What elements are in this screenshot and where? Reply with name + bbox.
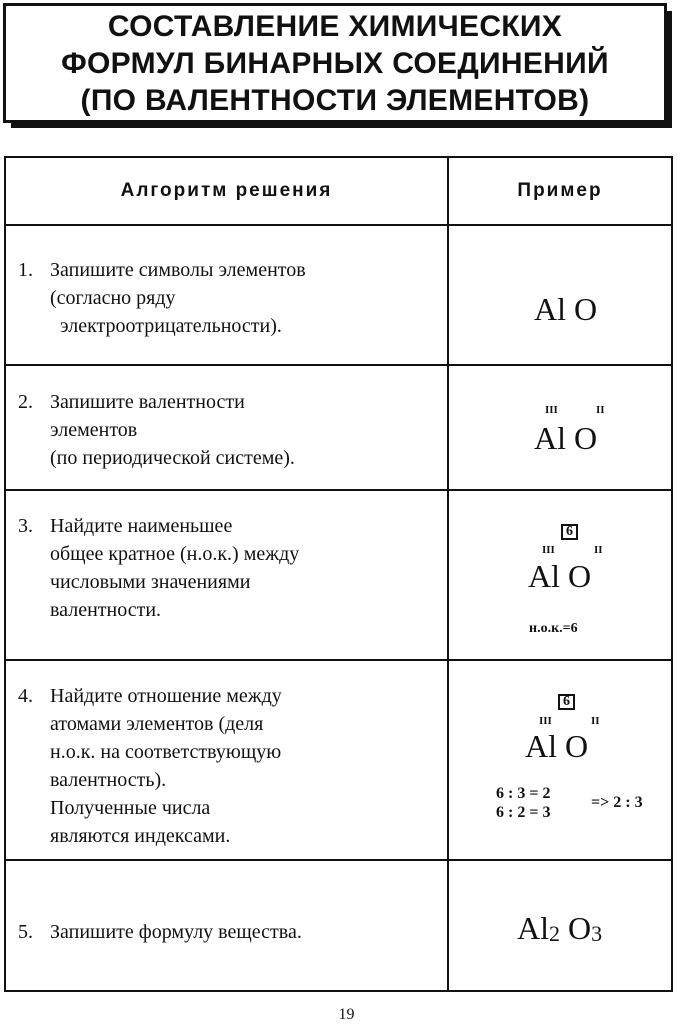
- lcm-box: 6: [558, 694, 575, 710]
- step-text: н.о.к. на соответствующую: [50, 741, 282, 763]
- row-divider: [6, 224, 671, 226]
- header-example: Пример: [517, 180, 603, 201]
- step-text: Запишите символы элементов: [50, 259, 306, 281]
- final-index-o: 3: [591, 921, 603, 946]
- formula-step-3: Al O: [528, 558, 592, 594]
- step-text: являются индексами.: [50, 825, 231, 847]
- final-element-al: Al: [517, 910, 549, 946]
- step-number: 5.: [18, 921, 33, 943]
- step-number: 4.: [18, 685, 33, 707]
- step-2: [18, 388, 438, 472]
- step-text: Полученные числа: [50, 797, 211, 819]
- step-1: [18, 256, 438, 340]
- step-3: [18, 512, 438, 624]
- valence-al: III: [545, 404, 558, 416]
- ratio-line-1: 6 : 3 = 2: [496, 785, 551, 802]
- step-text: Запишите валентности: [50, 391, 245, 413]
- step-text: числовыми значениями: [50, 571, 251, 593]
- title-line-3: (ПО ВАЛЕНТНОСТИ ЭЛЕМЕНТОВ): [80, 83, 590, 117]
- row-divider: [6, 364, 671, 366]
- step-number: 2.: [18, 391, 33, 413]
- formula-step-4: Al O: [525, 728, 589, 764]
- step-text: Найдите отношение между: [50, 685, 282, 707]
- step-number: 3.: [18, 515, 33, 537]
- formula-step-2: Al O: [534, 420, 598, 456]
- valence-o: II: [596, 404, 605, 416]
- valence-al: III: [542, 544, 555, 556]
- step-text: (согласно ряду: [50, 287, 176, 309]
- row-divider: [6, 859, 671, 861]
- step-text: валентности.: [50, 599, 162, 621]
- title-line-2: ФОРМУЛ БИНАРНЫХ СОЕДИНЕНИЙ: [61, 46, 609, 80]
- valence-o: II: [591, 715, 600, 727]
- step-text: (по периодической системе).: [50, 447, 295, 469]
- step-5: [18, 918, 438, 946]
- valence-al: III: [539, 715, 552, 727]
- ratio-line-2: 6 : 2 = 3: [496, 804, 551, 821]
- step-text: атомами элементов (деля: [50, 713, 264, 735]
- lcm-box: 6: [561, 524, 578, 540]
- step-text: Найдите наименьшее: [50, 515, 233, 537]
- final-element-o: O: [568, 910, 592, 946]
- header-algorithm: Алгоритм решения: [120, 180, 333, 201]
- row-divider: [6, 489, 671, 491]
- title-line-1: СОСТАВЛЕНИЕ ХИМИЧЕСКИХ: [107, 9, 563, 43]
- final-formula: [517, 910, 602, 947]
- formula-step-1: Al O: [534, 291, 598, 327]
- step-4: [18, 682, 438, 850]
- algorithm-table: [4, 156, 673, 992]
- step-text: общее кратное (н.о.к.) между: [50, 543, 300, 565]
- column-divider: [447, 158, 449, 990]
- step-text: элементов: [50, 419, 138, 441]
- title-box: [3, 3, 667, 123]
- valence-o: II: [594, 544, 603, 556]
- row-divider: [6, 659, 671, 661]
- ratio-result: => 2 : 3: [591, 794, 643, 811]
- step-text: Запишите формулу вещества.: [50, 921, 302, 943]
- step-text: электроотрицательности).: [60, 315, 282, 337]
- step-text: валентность).: [50, 769, 167, 791]
- lcm-note: н.о.к.=6: [529, 621, 578, 636]
- final-index-al: 2: [549, 921, 560, 946]
- page-number: 19: [338, 1006, 355, 1023]
- step-number: 1.: [18, 259, 33, 281]
